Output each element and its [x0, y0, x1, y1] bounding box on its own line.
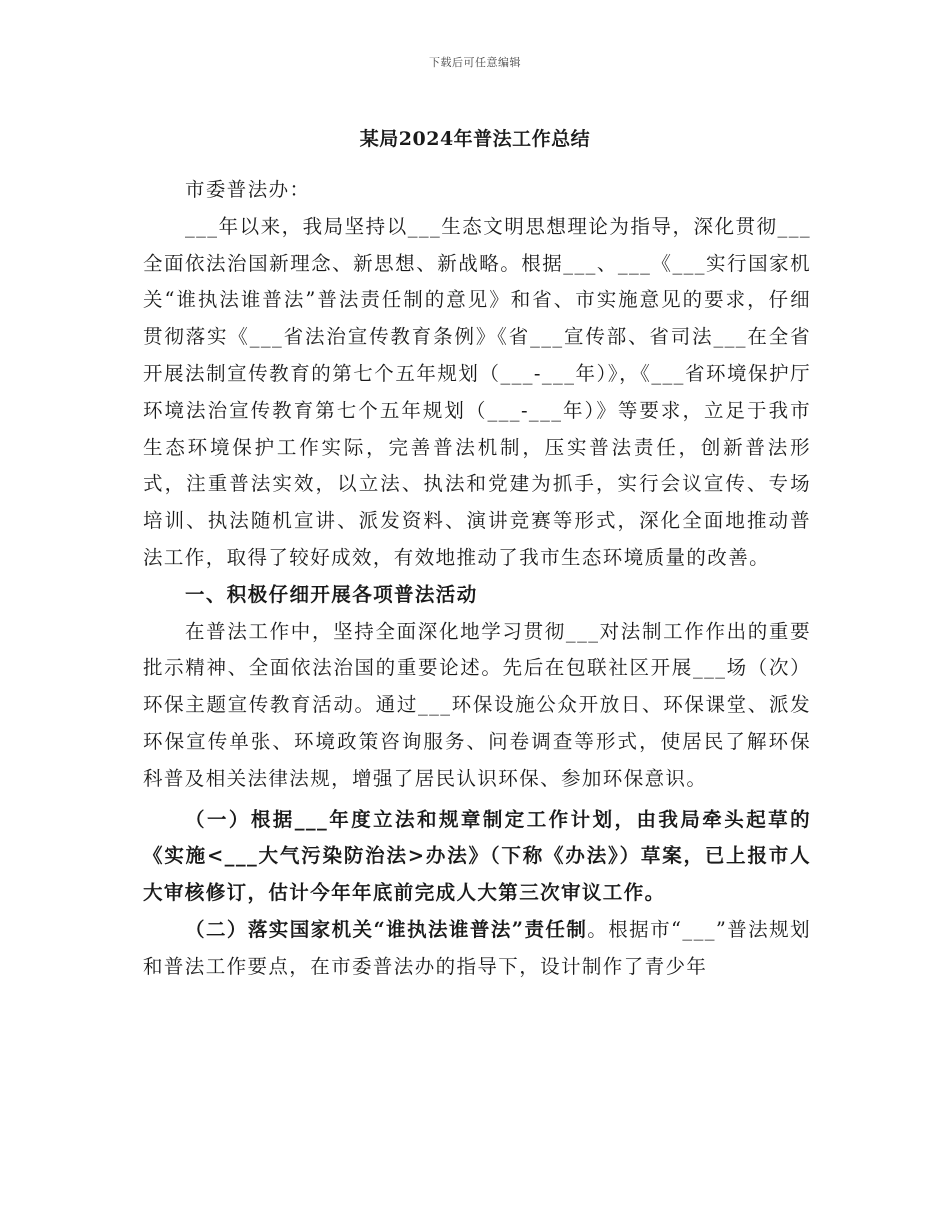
item-2-text: 。根据市“___”普法规划和普法工作要点，在市委普法办的指导下，设计制作了青少年	[143, 917, 812, 978]
document-body	[143, 172, 811, 986]
item-2-heading: （二）落实国家机关“谁执法谁普法”责任制	[185, 917, 588, 941]
document-title: 某局2024年普法工作总结	[359, 128, 591, 150]
salutation: 市委普法办：	[185, 178, 311, 201]
section-1-paragraph: 在普法工作中，坚持全面深化地学习贯彻___对法制工作作出的重要批示精神、全面依法治国的重要论述。先后在包联社区开展___场（次）环保主题宣传教育活动。通过___环保设施公众开放日、环保课堂、派发环保宣传单张、环境政策咨询服务、问卷调查等形式，使居民了解环保科普及相关法律法规，增强了居民认识环保、参加环保意识。	[143, 619, 811, 790]
section-1-heading: 一、积极仔细开展各项普法活动	[185, 582, 478, 606]
intro-paragraph: ___年以来，我局坚持以___生态文明思想理论为指导，深化贯彻___全面依法治国新理念、新思想、新战略。根据___、___《___实行国家机关“谁执法谁普法”普法责任制的意见》和省、市实施意见的要求，仔细贯彻落实《___省法治宣传教育条例》《省___宣传部、省司法___在全省开展法制宣传教育的第七个五年规划（___-___年）》，《___省环境保护厅环境法治宣传教育第七个五年规划（___-___年）》等要求，立足于我市生态环境保护工作实际，完善普法机制，压实普法责任，创新普法形式，注重普法实效，以立法、执法和党建为抓手，实行会议宣传、专场培训、执法随机宣讲、派发资料、演讲竞赛等形式，深化全面地推动普法工作，取得了较好成效，有效地推动了我市生态环境质量的改善。	[143, 214, 811, 569]
header-note: 下载后可任意编辑	[429, 56, 521, 69]
item-2-paragraph	[143, 912, 811, 986]
item-1-paragraph: （一）根据___年度立法和规章制定工作计划，由我局牵头起草的《实施<___大气污染防治法>办法》（下称《办法》）草案，已上报市人大审核修订，估计今年年底前完成人大第三次审议工作。	[143, 807, 811, 905]
